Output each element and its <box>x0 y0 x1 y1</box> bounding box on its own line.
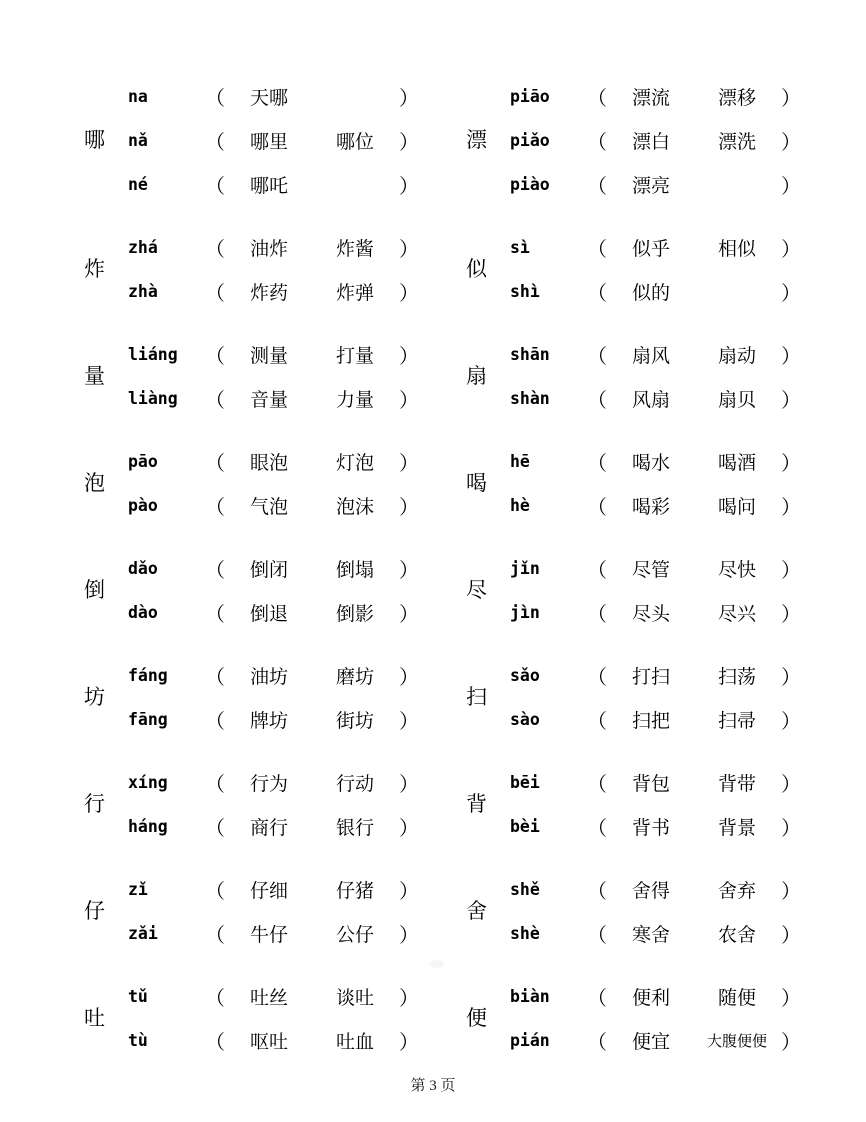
pronunciation-rows <box>510 332 802 420</box>
pronunciation-rows <box>128 760 420 848</box>
paren-open: （ <box>587 559 607 582</box>
paren-close: ） <box>399 87 419 110</box>
pinyin-label: sào <box>510 709 540 729</box>
pinyin-label: tù <box>128 1030 148 1050</box>
headword-character: 坊 <box>84 684 105 709</box>
paren-close: ） <box>781 238 801 261</box>
pinyin-label: piào <box>510 174 550 194</box>
paren-open: （ <box>205 131 225 154</box>
pronunciation-rows <box>128 225 420 313</box>
paren-open: （ <box>587 710 607 733</box>
paren-open: （ <box>587 345 607 368</box>
paren-open: （ <box>205 452 225 475</box>
example-word: 倒退 <box>249 603 288 625</box>
character-entry <box>466 332 866 420</box>
paren-open: （ <box>587 666 607 689</box>
pinyin-label: sì <box>510 237 530 257</box>
paren-open: （ <box>587 496 607 519</box>
pronunciation-row <box>510 118 802 162</box>
paren-open: （ <box>587 1031 607 1054</box>
example-word: 行动 <box>335 773 374 795</box>
pinyin-label: pào <box>128 495 158 515</box>
pinyin-label: fāng <box>128 709 168 729</box>
paren-close: ） <box>781 710 801 733</box>
paren-open: （ <box>587 773 607 796</box>
pronunciation-row <box>128 653 420 697</box>
example-word: 倒塌 <box>335 559 374 581</box>
example-word: 扇风 <box>631 345 670 367</box>
headword-character: 舍 <box>466 898 487 923</box>
example-word: 行为 <box>249 773 288 795</box>
pronunciation-row <box>128 225 420 269</box>
pinyin-label: biàn <box>510 986 550 1006</box>
pronunciation-row <box>510 653 802 697</box>
paren-close: ） <box>399 238 419 261</box>
pronunciation-rows <box>128 332 420 420</box>
pronunciation-row <box>510 867 802 911</box>
headword-character: 似 <box>466 256 487 281</box>
paren-open: （ <box>205 345 225 368</box>
paren-open: （ <box>205 817 225 840</box>
paren-open: （ <box>587 238 607 261</box>
paren-open: （ <box>205 175 225 198</box>
example-word: 哪里 <box>249 131 288 153</box>
paren-open: （ <box>205 559 225 582</box>
character-entry <box>84 760 438 848</box>
paren-close: ） <box>399 496 419 519</box>
pinyin-label: piǎo <box>510 130 550 150</box>
example-word: 测量 <box>249 345 288 367</box>
paren-close: ） <box>781 666 801 689</box>
headword-character: 行 <box>84 791 105 816</box>
example-word: 仔细 <box>249 880 288 902</box>
pronunciation-row <box>128 376 420 420</box>
pinyin-label: pāo <box>128 451 158 471</box>
pinyin-label: zhá <box>128 237 158 257</box>
example-word: 漂白 <box>631 131 670 153</box>
pronunciation-row <box>128 911 420 955</box>
pronunciation-row <box>510 697 802 741</box>
paren-open: （ <box>587 389 607 412</box>
example-word: 尽管 <box>631 559 670 581</box>
example-word: 力量 <box>335 389 374 411</box>
example-word: 哪位 <box>335 131 374 153</box>
example-word: 似乎 <box>631 238 670 260</box>
character-entry <box>466 653 866 741</box>
paren-close: ） <box>399 880 419 903</box>
example-word: 喝彩 <box>631 496 670 518</box>
example-word: 扫帚 <box>717 710 756 732</box>
character-entry <box>466 225 866 313</box>
example-word: 音量 <box>249 389 288 411</box>
paren-close: ） <box>781 87 801 110</box>
example-word: 大腹便便 <box>706 1033 767 1050</box>
pinyin-label: shè <box>510 923 540 943</box>
paren-open: （ <box>205 238 225 261</box>
example-word: 气泡 <box>249 496 288 518</box>
pinyin-label: shì <box>510 281 540 301</box>
pinyin-label: tǔ <box>128 986 148 1006</box>
pronunciation-row <box>510 1018 802 1062</box>
pronunciation-row <box>510 974 802 1018</box>
pronunciation-row <box>128 804 420 848</box>
paren-open: （ <box>205 924 225 947</box>
paren-open: （ <box>205 1031 225 1054</box>
example-word: 呕吐 <box>249 1031 288 1053</box>
character-entry <box>466 74 866 206</box>
pronunciation-row <box>128 269 420 313</box>
pinyin-label: shě <box>510 879 540 899</box>
pronunciation-row <box>128 697 420 741</box>
example-word: 油炸 <box>249 238 288 260</box>
headword-character: 漂 <box>466 127 487 152</box>
paren-open: （ <box>205 282 225 305</box>
headword-character: 吐 <box>84 1005 105 1030</box>
pronunciation-rows <box>128 867 420 955</box>
example-word: 商行 <box>249 817 288 839</box>
pronunciation-rows <box>128 653 420 741</box>
paren-close: ） <box>781 559 801 582</box>
paren-open: （ <box>205 880 225 903</box>
paren-open: （ <box>205 87 225 110</box>
example-word: 背带 <box>717 773 756 795</box>
headword-character: 扫 <box>466 684 487 709</box>
paren-open: （ <box>587 987 607 1010</box>
paren-open: （ <box>587 603 607 626</box>
example-word: 倒闭 <box>249 559 288 581</box>
pronunciation-rows <box>510 74 802 206</box>
example-word: 吐血 <box>335 1031 374 1053</box>
pinyin-label: dǎo <box>128 558 158 578</box>
pronunciation-row <box>510 225 802 269</box>
pinyin-label: bèi <box>510 816 540 836</box>
paren-open: （ <box>587 880 607 903</box>
example-word: 尽快 <box>717 559 756 581</box>
pronunciation-row <box>128 162 420 206</box>
pronunciation-row <box>128 439 420 483</box>
pinyin-label: sǎo <box>510 665 540 685</box>
headword-character: 泡 <box>84 470 105 495</box>
example-word: 扫荡 <box>717 666 756 688</box>
pronunciation-row <box>510 162 802 206</box>
paren-close: ） <box>399 1031 419 1054</box>
example-word: 背包 <box>631 773 670 795</box>
pronunciation-rows <box>510 760 802 848</box>
example-word: 银行 <box>335 817 374 839</box>
headword-character: 尽 <box>466 577 487 602</box>
example-word: 漂亮 <box>631 175 670 197</box>
paren-close: ） <box>399 817 419 840</box>
pronunciation-row <box>510 269 802 313</box>
paren-open: （ <box>587 282 607 305</box>
pronunciation-row <box>510 804 802 848</box>
example-word: 炸弹 <box>335 282 374 304</box>
paren-open: （ <box>205 666 225 689</box>
example-word: 漂移 <box>717 87 756 109</box>
paren-close: ） <box>399 987 419 1010</box>
example-word: 牛仔 <box>249 924 288 946</box>
pinyin-label: bēi <box>510 772 540 792</box>
pronunciation-rows <box>128 439 420 527</box>
example-word: 漂流 <box>631 87 670 109</box>
paren-open: （ <box>587 87 607 110</box>
pinyin-label: fáng <box>128 665 168 685</box>
example-word: 喝水 <box>631 452 670 474</box>
pronunciation-rows <box>510 653 802 741</box>
pronunciation-row <box>510 590 802 634</box>
pinyin-label: zǐ <box>128 879 148 899</box>
character-entry <box>84 439 438 527</box>
example-word: 喝酒 <box>717 452 756 474</box>
pinyin-label: shān <box>510 344 550 364</box>
headword-character: 便 <box>466 1005 487 1030</box>
pronunciation-row <box>510 74 802 118</box>
paren-close: ） <box>399 559 419 582</box>
pronunciation-row <box>128 332 420 376</box>
pinyin-label: xíng <box>128 772 168 792</box>
headword-character: 扇 <box>466 363 487 388</box>
example-word: 尽兴 <box>717 603 756 625</box>
paren-close: ） <box>781 987 801 1010</box>
headword-character: 喝 <box>466 470 487 495</box>
character-entry <box>84 74 438 206</box>
headword-character: 哪 <box>84 127 105 152</box>
paren-close: ） <box>399 710 419 733</box>
pronunciation-rows <box>128 74 420 206</box>
pronunciation-rows <box>510 974 802 1062</box>
pronunciation-row <box>128 760 420 804</box>
paren-open: （ <box>205 773 225 796</box>
pronunciation-row <box>128 118 420 162</box>
paren-close: ） <box>399 452 419 475</box>
paren-close: ） <box>399 603 419 626</box>
pinyin-label: nǎ <box>128 130 148 150</box>
pinyin-label: pián <box>510 1030 550 1050</box>
pronunciation-rows <box>510 439 802 527</box>
paren-close: ） <box>781 880 801 903</box>
pinyin-label: hē <box>510 451 530 471</box>
character-entry <box>466 439 866 527</box>
paren-close: ） <box>781 773 801 796</box>
paren-open: （ <box>587 131 607 154</box>
pronunciation-row <box>510 760 802 804</box>
example-word: 街坊 <box>335 710 374 732</box>
character-entry <box>84 332 438 420</box>
pronunciation-rows <box>510 867 802 955</box>
paren-close: ） <box>781 131 801 154</box>
paren-open: （ <box>205 710 225 733</box>
pinyin-label: zǎi <box>128 923 158 943</box>
paren-close: ） <box>399 666 419 689</box>
paren-close: ） <box>781 452 801 475</box>
paren-close: ） <box>399 924 419 947</box>
character-entry <box>466 760 866 848</box>
pinyin-label: liàng <box>128 388 178 408</box>
example-word: 天哪 <box>249 87 288 109</box>
pinyin-label: dào <box>128 602 158 622</box>
pronunciation-row <box>510 332 802 376</box>
pinyin-label: jǐn <box>510 558 540 578</box>
paren-close: ） <box>781 175 801 198</box>
character-entry <box>84 653 438 741</box>
pronunciation-row <box>510 911 802 955</box>
pronunciation-row <box>128 974 420 1018</box>
example-word: 便宜 <box>631 1031 670 1053</box>
paren-close: ） <box>399 175 419 198</box>
paren-open: （ <box>205 603 225 626</box>
example-word: 扇贝 <box>717 389 756 411</box>
example-word: 磨坊 <box>335 666 374 688</box>
pronunciation-row <box>128 590 420 634</box>
example-word: 仔猪 <box>335 880 374 902</box>
character-entry <box>84 225 438 313</box>
pronunciation-row <box>128 1018 420 1062</box>
pronunciation-row <box>128 546 420 590</box>
example-word: 舍得 <box>631 880 670 902</box>
example-word: 舍弃 <box>717 880 756 902</box>
paren-close: ） <box>399 282 419 305</box>
paren-open: （ <box>205 496 225 519</box>
scan-artifact <box>430 960 444 968</box>
example-word: 打扫 <box>631 666 670 688</box>
paren-close: ） <box>781 1031 801 1054</box>
left-column <box>0 74 438 1081</box>
pinyin-label: liáng <box>128 344 178 364</box>
paren-close: ） <box>781 603 801 626</box>
pinyin-label: na <box>128 86 148 106</box>
character-entry <box>466 546 866 634</box>
pronunciation-row <box>128 74 420 118</box>
paren-close: ） <box>781 389 801 412</box>
example-word: 扫把 <box>631 710 670 732</box>
example-word: 尽头 <box>631 603 670 625</box>
example-word: 扇动 <box>717 345 756 367</box>
paren-open: （ <box>205 987 225 1010</box>
example-word: 农舍 <box>717 924 756 946</box>
example-word: 灯泡 <box>335 452 374 474</box>
character-entry <box>84 974 438 1062</box>
paren-close: ） <box>399 389 419 412</box>
character-entry <box>466 974 866 1062</box>
example-word: 喝问 <box>717 496 756 518</box>
example-word: 似的 <box>631 282 670 304</box>
paren-open: （ <box>205 389 225 412</box>
pronunciation-row <box>128 483 420 527</box>
paren-open: （ <box>587 924 607 947</box>
pinyin-label: piāo <box>510 86 550 106</box>
pinyin-label: hè <box>510 495 530 515</box>
example-word: 寒舍 <box>631 924 670 946</box>
pinyin-label: shàn <box>510 388 550 408</box>
headword-character: 炸 <box>84 256 105 281</box>
example-word: 哪吒 <box>249 175 288 197</box>
example-word: 牌坊 <box>249 710 288 732</box>
paren-open: （ <box>587 175 607 198</box>
pronunciation-row <box>510 439 802 483</box>
headword-character: 仔 <box>84 898 105 923</box>
example-word: 背书 <box>631 817 670 839</box>
pinyin-label: zhà <box>128 281 158 301</box>
paren-close: ） <box>781 924 801 947</box>
headword-character: 倒 <box>84 577 105 602</box>
pronunciation-row <box>510 483 802 527</box>
pronunciation-rows <box>510 546 802 634</box>
example-word: 炸酱 <box>335 238 374 260</box>
paren-close: ） <box>781 817 801 840</box>
paren-open: （ <box>587 452 607 475</box>
pronunciation-row <box>510 546 802 590</box>
pronunciation-rows <box>128 546 420 634</box>
paren-close: ） <box>399 773 419 796</box>
example-word: 背景 <box>717 817 756 839</box>
example-word: 漂洗 <box>717 131 756 153</box>
example-word: 打量 <box>335 345 374 367</box>
paren-close: ） <box>781 496 801 519</box>
paren-close: ） <box>399 131 419 154</box>
headword-character: 背 <box>466 791 487 816</box>
pronunciation-rows <box>128 974 420 1062</box>
example-word: 倒影 <box>335 603 374 625</box>
example-word: 炸药 <box>249 282 288 304</box>
paren-open: （ <box>587 817 607 840</box>
pinyin-label: né <box>128 174 148 194</box>
headword-character: 量 <box>84 363 105 388</box>
character-entry <box>466 867 866 955</box>
example-word: 公仔 <box>335 924 374 946</box>
paren-close: ） <box>399 345 419 368</box>
example-word: 随便 <box>717 987 756 1009</box>
example-word: 风扇 <box>631 389 670 411</box>
example-word: 泡沫 <box>335 496 374 518</box>
example-word: 眼泡 <box>249 452 288 474</box>
example-word: 油坊 <box>249 666 288 688</box>
example-word: 便利 <box>631 987 670 1009</box>
page-number: 第 3 页 <box>410 1078 456 1094</box>
example-word: 吐丝 <box>249 987 288 1009</box>
paren-close: ） <box>781 345 801 368</box>
pinyin-label: háng <box>128 816 168 836</box>
pronunciation-rows <box>510 225 802 313</box>
pinyin-label: jìn <box>510 602 540 622</box>
pronunciation-row <box>128 867 420 911</box>
right-column <box>438 74 866 1081</box>
character-entry <box>84 867 438 955</box>
example-word: 谈吐 <box>335 987 374 1009</box>
character-entry <box>84 546 438 634</box>
pronunciation-row <box>510 376 802 420</box>
example-word: 相似 <box>717 238 756 260</box>
paren-close: ） <box>781 282 801 305</box>
